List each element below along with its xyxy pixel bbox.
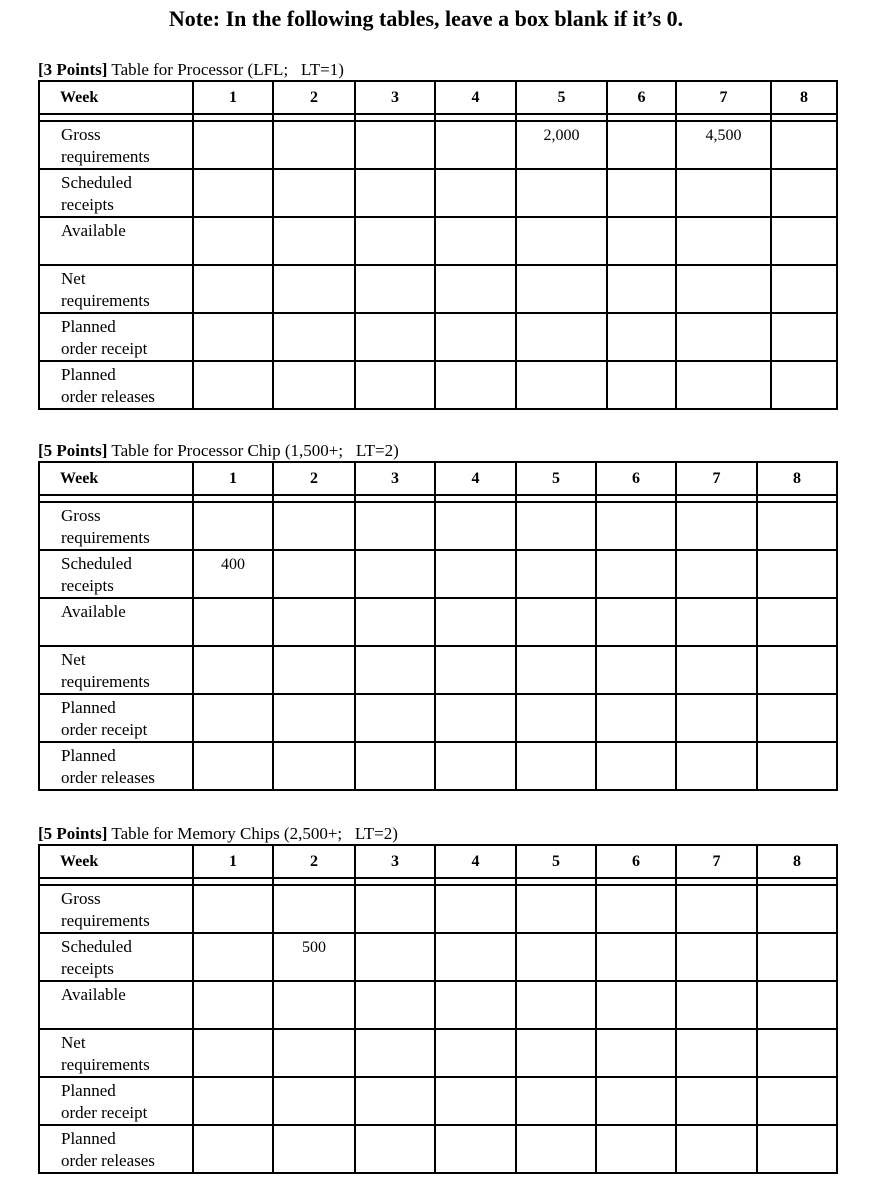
row-label xyxy=(39,1077,193,1125)
table-cell[interactable] xyxy=(273,885,355,933)
table-cell[interactable] xyxy=(435,885,516,933)
table-cell[interactable] xyxy=(355,361,435,409)
table-cell[interactable] xyxy=(355,646,435,694)
table-title: Table for Processor Chip (1,500+; LT=2) xyxy=(111,441,399,460)
table-cell[interactable] xyxy=(435,502,516,550)
table-cell[interactable] xyxy=(676,694,757,742)
table-cell[interactable] xyxy=(596,742,676,790)
processor-mrp-table xyxy=(38,80,838,410)
spacer-cell xyxy=(596,878,676,885)
row-label-line-1: Available xyxy=(61,221,126,240)
table-cell[interactable] xyxy=(676,217,771,265)
row-label-line-2: order receipt xyxy=(61,339,148,358)
row-label xyxy=(39,1029,193,1077)
table-cell[interactable] xyxy=(676,1125,757,1173)
row-label xyxy=(39,169,193,217)
table-cell[interactable] xyxy=(757,694,837,742)
week-header: Week xyxy=(39,81,193,114)
row-label xyxy=(39,313,193,361)
table-cell[interactable] xyxy=(273,265,355,313)
row-label-line-1: Scheduled xyxy=(61,173,132,192)
table-cell[interactable] xyxy=(193,981,273,1029)
table-cell[interactable] xyxy=(355,1077,435,1125)
table-cell[interactable] xyxy=(355,169,435,217)
header-spacer-row xyxy=(39,878,837,885)
table-cell[interactable] xyxy=(516,169,607,217)
row-label-line-1: Available xyxy=(61,985,126,1004)
table-cell[interactable] xyxy=(273,502,355,550)
row-label xyxy=(39,1125,193,1173)
table-cell[interactable] xyxy=(435,1029,516,1077)
table-cell[interactable] xyxy=(516,598,596,646)
table-cell[interactable] xyxy=(596,933,676,981)
table-cell[interactable] xyxy=(193,217,273,265)
points-label: [3 Points] xyxy=(38,60,108,79)
table-cell[interactable] xyxy=(355,550,435,598)
spacer-cell xyxy=(355,495,435,502)
table-cell[interactable] xyxy=(435,646,516,694)
row-label-line-1: Planned xyxy=(61,1081,116,1100)
table-cell[interactable] xyxy=(435,217,516,265)
table-cell[interactable] xyxy=(757,885,837,933)
table-cell[interactable] xyxy=(516,502,596,550)
table-cell[interactable] xyxy=(516,1125,596,1173)
table-cell[interactable] xyxy=(273,1125,355,1173)
table-row xyxy=(39,1029,837,1077)
table-cell[interactable] xyxy=(757,933,837,981)
table-cell[interactable] xyxy=(596,885,676,933)
processor-section xyxy=(38,60,838,410)
spacer-cell xyxy=(435,495,516,502)
spacer-cell xyxy=(39,495,193,502)
table-cell[interactable] xyxy=(596,598,676,646)
table-cell[interactable] xyxy=(273,313,355,361)
week-number: 8 xyxy=(757,462,837,495)
week-number: 1 xyxy=(193,845,273,878)
row-label-line-1: Planned xyxy=(61,746,116,765)
spacer-cell xyxy=(39,878,193,885)
table-cell[interactable]: 2,000 xyxy=(516,121,607,169)
spacer-cell xyxy=(193,878,273,885)
spacer-cell xyxy=(676,495,757,502)
table-cell[interactable] xyxy=(676,1029,757,1077)
week-number: 7 xyxy=(676,81,771,114)
week-number: 7 xyxy=(676,845,757,878)
week-number: 3 xyxy=(355,81,435,114)
table-cell[interactable] xyxy=(273,742,355,790)
table-cell[interactable] xyxy=(607,265,676,313)
table-cell[interactable] xyxy=(676,1077,757,1125)
row-label-line-2: receipts xyxy=(61,959,114,978)
row-label-line-1: Available xyxy=(61,602,126,621)
row-label-line-2: order releases xyxy=(61,1151,155,1170)
memory-chips-section xyxy=(38,824,838,1174)
row-label-line-2: requirements xyxy=(61,147,150,166)
table-cell[interactable] xyxy=(516,217,607,265)
table-cell[interactable] xyxy=(676,742,757,790)
table-caption xyxy=(38,60,838,80)
table-row xyxy=(39,933,837,981)
table-cell[interactable] xyxy=(771,265,837,313)
spacer-cell xyxy=(435,114,516,121)
table-cell[interactable] xyxy=(435,694,516,742)
table-cell[interactable] xyxy=(516,885,596,933)
table-row xyxy=(39,313,837,361)
table-cell[interactable] xyxy=(516,981,596,1029)
table-cell[interactable] xyxy=(596,1029,676,1077)
spacer-cell xyxy=(596,495,676,502)
week-header: Week xyxy=(39,845,193,878)
spacer-cell xyxy=(193,114,273,121)
week-number: 1 xyxy=(193,462,273,495)
spacer-cell xyxy=(771,114,837,121)
week-header: Week xyxy=(39,462,193,495)
table-cell[interactable] xyxy=(757,502,837,550)
week-number: 2 xyxy=(273,845,355,878)
table-cell[interactable] xyxy=(676,265,771,313)
table-cell[interactable] xyxy=(607,121,676,169)
table-cell[interactable] xyxy=(193,598,273,646)
row-label-line-1: Net xyxy=(61,1033,86,1052)
table-row xyxy=(39,550,837,598)
table-cell[interactable] xyxy=(516,1029,596,1077)
table-row xyxy=(39,121,837,169)
table-row xyxy=(39,502,837,550)
spacer-cell xyxy=(676,878,757,885)
table-cell[interactable] xyxy=(355,265,435,313)
table-cell[interactable] xyxy=(596,981,676,1029)
spacer-cell xyxy=(516,495,596,502)
table-cell[interactable] xyxy=(355,1125,435,1173)
table-cell[interactable] xyxy=(607,313,676,361)
row-label xyxy=(39,646,193,694)
week-number: 5 xyxy=(516,81,607,114)
table-cell[interactable] xyxy=(355,981,435,1029)
week-number: 4 xyxy=(435,845,516,878)
table-cell[interactable] xyxy=(607,169,676,217)
table-row xyxy=(39,981,837,1029)
table-cell[interactable] xyxy=(435,313,516,361)
row-label-line-2: order releases xyxy=(61,387,155,406)
table-cell[interactable] xyxy=(771,169,837,217)
table-cell[interactable] xyxy=(355,598,435,646)
table-cell[interactable] xyxy=(193,646,273,694)
spacer-cell xyxy=(273,114,355,121)
header-spacer-row xyxy=(39,114,837,121)
table-cell[interactable] xyxy=(607,361,676,409)
table-cell[interactable] xyxy=(596,550,676,598)
table-cell[interactable] xyxy=(193,694,273,742)
table-cell[interactable] xyxy=(676,313,771,361)
table-cell[interactable] xyxy=(355,885,435,933)
row-label-line-1: Net xyxy=(61,269,86,288)
spacer-cell xyxy=(273,878,355,885)
week-header-row xyxy=(39,81,837,114)
week-header-row xyxy=(39,845,837,878)
row-label xyxy=(39,694,193,742)
table-cell[interactable] xyxy=(273,598,355,646)
spacer-cell xyxy=(193,495,273,502)
week-number: 6 xyxy=(596,845,676,878)
table-title: Table for Memory Chips (2,500+; LT=2) xyxy=(111,824,398,843)
spacer-cell xyxy=(676,114,771,121)
spacer-cell xyxy=(516,114,607,121)
table-cell[interactable] xyxy=(193,1077,273,1125)
table-cell[interactable] xyxy=(355,217,435,265)
table-cell[interactable] xyxy=(516,265,607,313)
table-cell[interactable] xyxy=(355,742,435,790)
table-cell[interactable]: 4,500 xyxy=(676,121,771,169)
row-label xyxy=(39,885,193,933)
row-label-line-2: requirements xyxy=(61,911,150,930)
row-label-line-1: Planned xyxy=(61,1129,116,1148)
row-label xyxy=(39,502,193,550)
spacer-cell xyxy=(355,878,435,885)
table-cell[interactable] xyxy=(273,1029,355,1077)
table-row xyxy=(39,169,837,217)
table-cell[interactable] xyxy=(435,265,516,313)
week-number: 3 xyxy=(355,462,435,495)
table-row xyxy=(39,598,837,646)
row-label-line-2: requirements xyxy=(61,528,150,547)
table-cell[interactable] xyxy=(607,217,676,265)
table-cell[interactable] xyxy=(435,169,516,217)
table-cell[interactable] xyxy=(193,169,273,217)
row-label xyxy=(39,981,193,1029)
table-row xyxy=(39,1125,837,1173)
row-label-line-2: receipts xyxy=(61,576,114,595)
table-cell[interactable] xyxy=(676,598,757,646)
table-cell[interactable] xyxy=(676,550,757,598)
table-row xyxy=(39,265,837,313)
table-cell[interactable] xyxy=(193,265,273,313)
row-label-line-1: Planned xyxy=(61,365,116,384)
row-label-line-2: order receipt xyxy=(61,720,148,739)
table-cell[interactable] xyxy=(435,933,516,981)
table-cell[interactable] xyxy=(273,217,355,265)
week-number: 4 xyxy=(435,81,516,114)
week-number: 1 xyxy=(193,81,273,114)
table-row xyxy=(39,742,837,790)
week-number: 8 xyxy=(757,845,837,878)
table-caption xyxy=(38,824,838,844)
table-cell[interactable] xyxy=(516,313,607,361)
row-label-line-2: order receipt xyxy=(61,1103,148,1122)
table-cell[interactable] xyxy=(355,502,435,550)
table-row xyxy=(39,885,837,933)
spacer-cell xyxy=(273,495,355,502)
row-label xyxy=(39,265,193,313)
table-cell[interactable] xyxy=(757,1125,837,1173)
row-label xyxy=(39,361,193,409)
table-cell[interactable] xyxy=(273,694,355,742)
spacer-cell xyxy=(757,495,837,502)
row-label xyxy=(39,550,193,598)
table-cell[interactable] xyxy=(355,933,435,981)
row-label-line-2: requirements xyxy=(61,672,150,691)
table-cell[interactable] xyxy=(676,981,757,1029)
table-cell[interactable] xyxy=(676,646,757,694)
row-label xyxy=(39,598,193,646)
week-number: 8 xyxy=(771,81,837,114)
table-cell[interactable] xyxy=(516,694,596,742)
table-cell[interactable] xyxy=(435,550,516,598)
table-cell[interactable] xyxy=(355,694,435,742)
points-label: [5 Points] xyxy=(38,824,108,843)
table-cell[interactable] xyxy=(676,885,757,933)
table-row xyxy=(39,646,837,694)
table-title: Table for Processor (LFL; LT=1) xyxy=(111,60,344,79)
table-cell[interactable] xyxy=(273,550,355,598)
table-cell[interactable] xyxy=(273,981,355,1029)
table-cell[interactable] xyxy=(676,502,757,550)
table-cell[interactable] xyxy=(355,121,435,169)
table-cell[interactable]: 500 xyxy=(273,933,355,981)
row-label-line-1: Gross xyxy=(61,889,101,908)
table-cell[interactable] xyxy=(435,981,516,1029)
spacer-cell xyxy=(435,878,516,885)
table-cell[interactable] xyxy=(193,1029,273,1077)
week-number: 4 xyxy=(435,462,516,495)
table-cell[interactable] xyxy=(771,361,837,409)
table-cell[interactable] xyxy=(273,1077,355,1125)
row-label-line-2: order releases xyxy=(61,768,155,787)
table-cell[interactable] xyxy=(435,1077,516,1125)
row-label xyxy=(39,933,193,981)
table-cell[interactable] xyxy=(516,1077,596,1125)
spacer-cell xyxy=(39,114,193,121)
row-label xyxy=(39,121,193,169)
table-cell[interactable] xyxy=(273,361,355,409)
table-cell[interactable] xyxy=(355,1029,435,1077)
row-label-line-1: Gross xyxy=(61,506,101,525)
table-cell[interactable] xyxy=(516,933,596,981)
spacer-cell xyxy=(757,878,837,885)
table-cell[interactable] xyxy=(596,1077,676,1125)
table-cell[interactable] xyxy=(193,313,273,361)
table-cell[interactable] xyxy=(193,502,273,550)
row-label-line-1: Gross xyxy=(61,125,101,144)
table-cell[interactable] xyxy=(757,550,837,598)
processor-chip-mrp-table xyxy=(38,461,838,791)
table-cell[interactable] xyxy=(435,742,516,790)
table-cell[interactable] xyxy=(435,598,516,646)
week-number: 5 xyxy=(516,462,596,495)
table-cell[interactable]: 400 xyxy=(193,550,273,598)
table-cell[interactable] xyxy=(596,646,676,694)
processor-chip-section xyxy=(38,441,838,791)
table-cell[interactable] xyxy=(676,361,771,409)
table-cell[interactable] xyxy=(273,169,355,217)
row-label xyxy=(39,742,193,790)
table-cell[interactable] xyxy=(771,121,837,169)
table-cell[interactable] xyxy=(273,646,355,694)
week-header-row xyxy=(39,462,837,495)
row-label-line-1: Planned xyxy=(61,698,116,717)
table-cell[interactable] xyxy=(596,1125,676,1173)
table-cell[interactable] xyxy=(193,933,273,981)
instruction-note: Note: In the following tables, leave a box blank if it’s 0. xyxy=(168,6,684,31)
table-cell[interactable] xyxy=(757,981,837,1029)
table-cell[interactable] xyxy=(435,361,516,409)
table-cell[interactable] xyxy=(516,646,596,694)
week-number: 6 xyxy=(607,81,676,114)
table-cell[interactable] xyxy=(273,121,355,169)
memory-chips-mrp-table xyxy=(38,844,838,1174)
week-number: 2 xyxy=(273,462,355,495)
row-label-line-1: Scheduled xyxy=(61,554,132,573)
table-cell[interactable] xyxy=(516,550,596,598)
table-cell[interactable] xyxy=(676,933,757,981)
spacer-cell xyxy=(355,114,435,121)
table-cell[interactable] xyxy=(757,1029,837,1077)
row-label-line-1: Planned xyxy=(61,317,116,336)
table-cell[interactable] xyxy=(771,313,837,361)
table-cell[interactable] xyxy=(516,361,607,409)
table-cell[interactable] xyxy=(193,1125,273,1173)
table-cell[interactable] xyxy=(771,217,837,265)
table-cell[interactable] xyxy=(193,742,273,790)
table-cell[interactable] xyxy=(757,646,837,694)
table-cell[interactable] xyxy=(757,1077,837,1125)
table-row xyxy=(39,361,837,409)
week-number: 2 xyxy=(273,81,355,114)
week-number: 3 xyxy=(355,845,435,878)
table-cell[interactable] xyxy=(757,598,837,646)
week-number: 5 xyxy=(516,845,596,878)
table-row xyxy=(39,694,837,742)
table-cell[interactable] xyxy=(435,1125,516,1173)
points-label: [5 Points] xyxy=(38,441,108,460)
table-cell[interactable] xyxy=(516,742,596,790)
table-row xyxy=(39,217,837,265)
table-cell[interactable] xyxy=(355,313,435,361)
spacer-cell xyxy=(607,114,676,121)
table-cell[interactable] xyxy=(676,169,771,217)
week-number: 7 xyxy=(676,462,757,495)
table-cell[interactable] xyxy=(435,121,516,169)
row-label-line-2: requirements xyxy=(61,1055,150,1074)
row-label-line-1: Net xyxy=(61,650,86,669)
table-cell[interactable] xyxy=(193,885,273,933)
row-label-line-2: requirements xyxy=(61,291,150,310)
table-cell[interactable] xyxy=(757,742,837,790)
week-number: 6 xyxy=(596,462,676,495)
table-cell[interactable] xyxy=(596,694,676,742)
spacer-cell xyxy=(516,878,596,885)
row-label xyxy=(39,217,193,265)
row-label-line-1: Scheduled xyxy=(61,937,132,956)
header-spacer-row xyxy=(39,495,837,502)
table-row xyxy=(39,1077,837,1125)
table-cell[interactable] xyxy=(193,121,273,169)
table-cell[interactable] xyxy=(596,502,676,550)
table-caption xyxy=(38,441,838,461)
row-label-line-2: receipts xyxy=(61,195,114,214)
table-cell[interactable] xyxy=(193,361,273,409)
